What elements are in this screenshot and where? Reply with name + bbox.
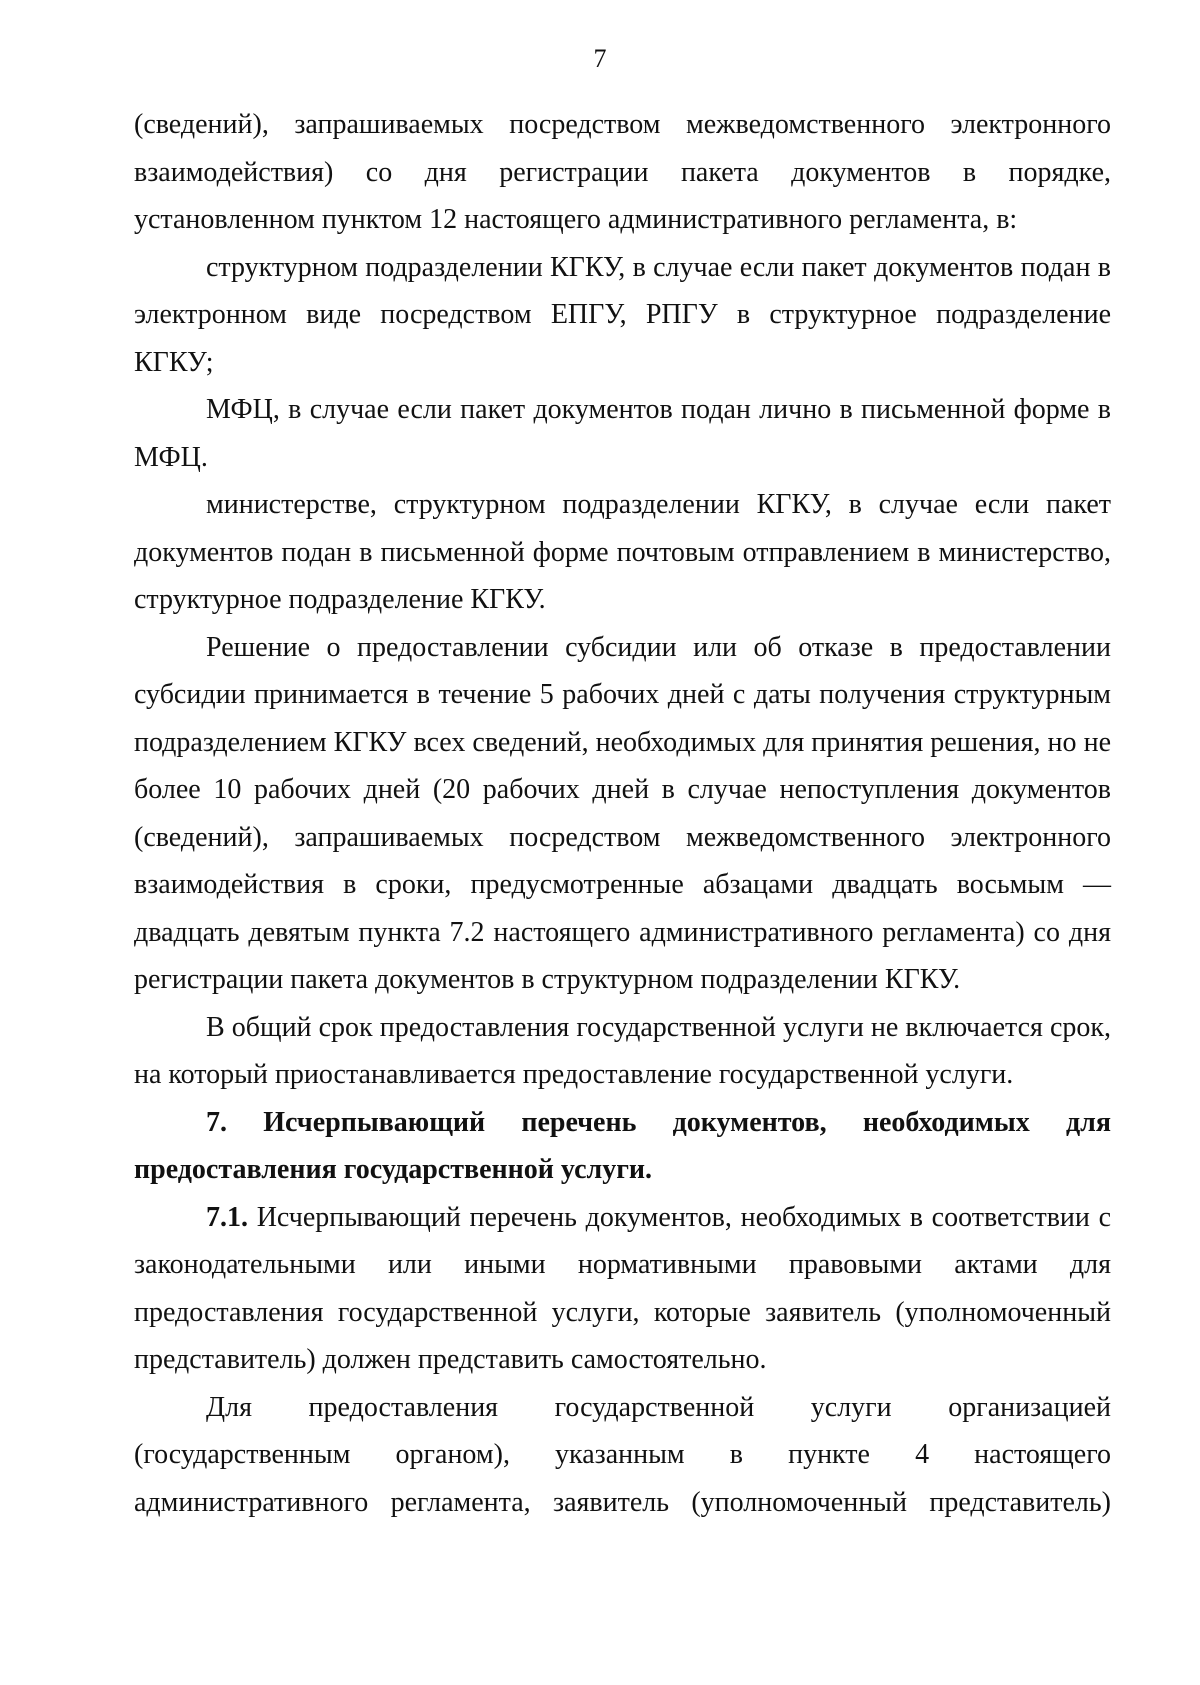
document-body: [134, 101, 1111, 1526]
paragraph-kgku-electronic: структурном подразделении КГКУ, в случае если пакет документов подан в электронном виде посредством ЕПГУ, РПГУ в структурное подразделение КГКУ;: [134, 251, 1111, 378]
paragraph-continuation: (сведений), запрашиваемых посредством межведомственного электронного взаимодействия) со дня регистрации пакета документов в порядке, установленном пунктом 12 настоящего административного регламента, в:: [134, 109, 1111, 235]
paragraph-suspension: В общий срок предоставления государственной услуги не включается срок, на который приостанавливается предоставление государственной услуги.: [134, 1011, 1111, 1090]
paragraph-mfc: МФЦ, в случае если пакет документов подан лично в письменной форме в МФЦ.: [134, 394, 1111, 473]
clause-text: Исчерпывающий перечень документов, необходимых в соответствии с законодательными или иными нормативными правовыми актами для предоставления государственной услуги, которые заявитель (уполномоченный представитель) должен представить самостоятельно.: [134, 1201, 1111, 1375]
section-heading-7: 7. Исчерпывающий перечень документов, необходимых для предоставления государственной услуги.: [134, 1106, 1111, 1185]
paragraph-ministry-postal: министерстве, структурном подразделении КГКУ, в случае если пакет документов подан в письменной форме почтовым отправлением в министерство, структурное подразделение КГКУ.: [134, 489, 1111, 615]
clause-number: 7.1.: [206, 1201, 248, 1233]
paragraph-decision-term: Решение о предоставлении субсидии или об отказе в предоставлении субсидии принимается в течение 5 рабочих дней с даты получения структурным подразделением КГКУ всех сведений, необходимых для принятия решения, но не более 10 рабочих дней (20 рабочих дней в случае непоступления документов (сведений), запрашиваемых посредством межведомственного электронного взаимодействия в сроки, предусмотренные абзацами двадцать восьмым — двадцать девятым пункта 7.2 настоящего административного регламента) со дня регистрации пакета документов в структурном подразделении КГКУ.: [134, 631, 1111, 995]
paragraph-organization: Для предоставления государственной услуги организацией (государственным органом), указанным в пункте 4 настоящего административного регламента, заявитель (уполномоченный представитель): [134, 1391, 1111, 1518]
paragraph-7-1: [134, 1194, 1111, 1384]
page-number: 7: [593, 44, 607, 73]
